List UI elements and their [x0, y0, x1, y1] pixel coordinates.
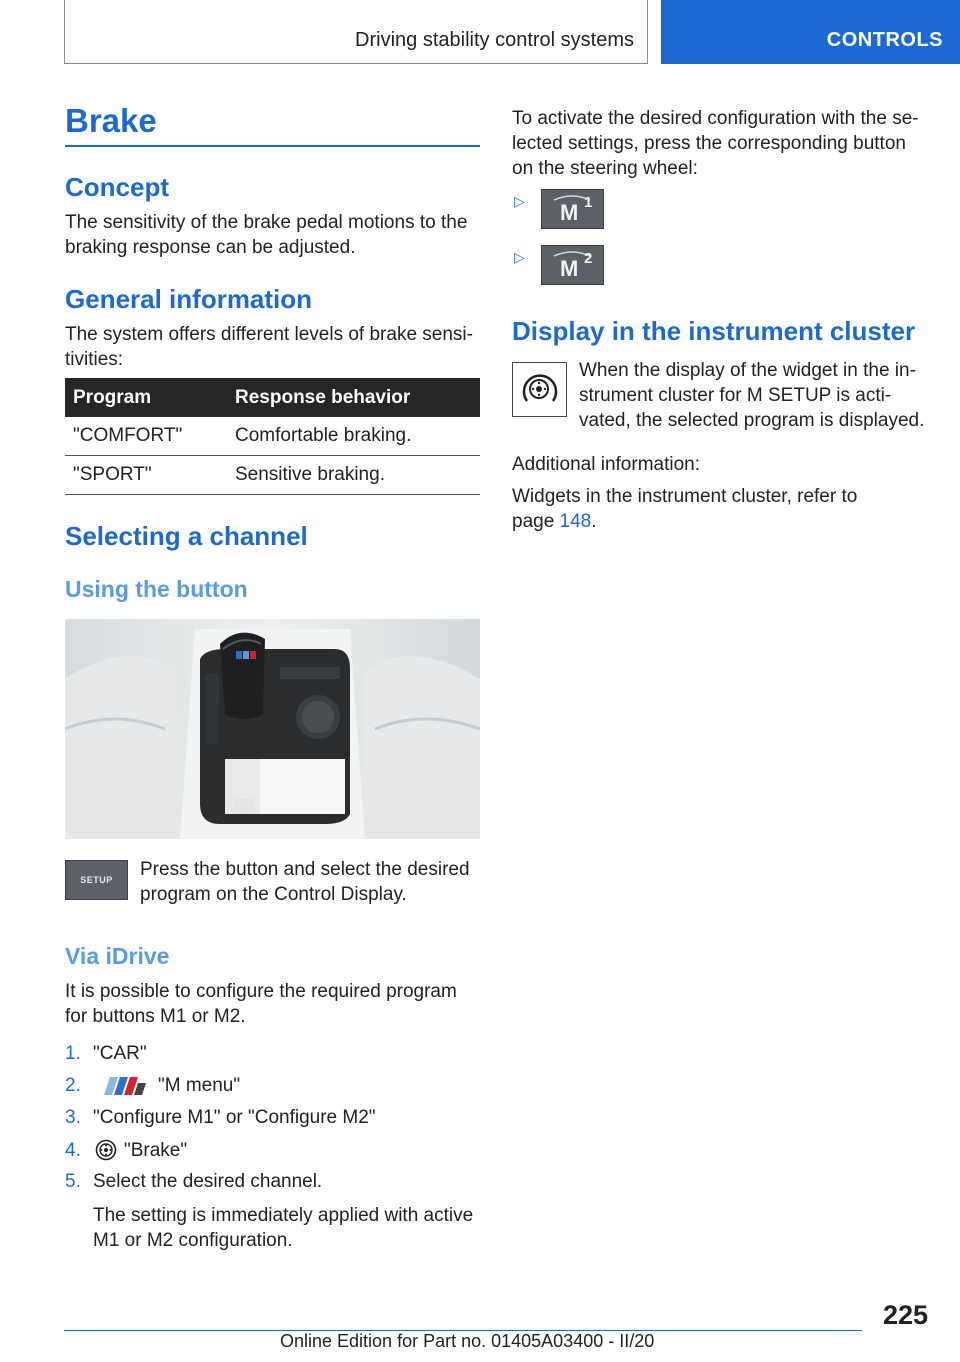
setup-button-icon: SETUP — [65, 860, 128, 900]
press-button-text-line2: program on the Control Display. — [140, 884, 407, 905]
step-text: "Brake" — [124, 1140, 188, 1161]
table-cell: "SPORT" — [65, 456, 227, 495]
footer-edition: Online Edition for Part no. 01405A03400 - II/20 — [280, 1331, 655, 1351]
m1-number: 1 — [584, 194, 593, 211]
display-text-line2: strument cluster for M SETUP is acti- — [579, 385, 892, 406]
activate-text-line1: To activate the desired configuration with the se- — [512, 108, 919, 129]
step-number: 5. — [65, 1171, 81, 1192]
step-number: 3. — [65, 1107, 81, 1128]
table-cell: Sensitive braking. — [227, 456, 480, 495]
idrive-text-line2: for buttons M1 or M2. — [65, 1006, 246, 1027]
header-section-title: Driving stability control systems — [355, 29, 634, 51]
table-cell: Comfortable braking. — [227, 417, 480, 456]
brake-widget-icon — [512, 362, 567, 417]
widgets-text-line2 — [512, 509, 597, 534]
page-title: Brake — [65, 102, 157, 139]
brake-disc-icon — [94, 1138, 118, 1167]
table-header-row — [65, 378, 480, 417]
step-text: "M menu" — [158, 1075, 241, 1096]
table-header-response: Response behavior — [227, 378, 480, 417]
m2-label: M — [560, 256, 579, 281]
press-button-text-line1: Press the button and select the desired — [140, 859, 470, 880]
bullet-triangle: ▷ — [514, 193, 525, 209]
m2-number: 2 — [584, 250, 593, 267]
display-cluster-heading: Display in the instrument cluster — [512, 316, 916, 346]
step-number: 2. — [65, 1075, 81, 1096]
step5-note-line2: M1 or M2 configuration. — [93, 1230, 293, 1251]
using-button-subheading: Using the button — [65, 576, 248, 602]
table-header-program: Program — [65, 378, 227, 417]
selecting-channel-heading: Selecting a channel — [65, 521, 308, 551]
display-text-line1: When the display of the widget in the in- — [579, 360, 916, 381]
m2-button-icon — [541, 245, 604, 285]
header-tab-label: CONTROLS — [826, 29, 943, 51]
concept-heading: Concept — [65, 172, 169, 202]
bullet-triangle: ▷ — [514, 249, 525, 265]
widgets-suffix: . — [591, 511, 597, 532]
concept-text-line2: braking response can be adjusted. — [65, 237, 356, 258]
step-text: "CAR" — [93, 1043, 147, 1064]
step5-note-line1: The setting is immediately applied with active — [93, 1205, 474, 1226]
via-idrive-subheading: Via iDrive — [65, 943, 170, 969]
widgets-page-prefix: page — [512, 511, 560, 532]
activate-text-line3: on the steering wheel: — [512, 158, 698, 179]
general-info-text-line2: tivities: — [65, 349, 124, 370]
activate-text-line2: lected settings, press the corresponding button — [512, 133, 906, 154]
center-console-photo — [65, 619, 480, 839]
concept-text-line1: The sensitivity of the brake pedal motions to the — [65, 212, 468, 233]
step-number: 4. — [65, 1140, 81, 1161]
m1-label: M — [560, 200, 579, 225]
m1-button-icon — [541, 189, 604, 229]
title-rule — [65, 145, 480, 147]
idrive-text-line1: It is possible to configure the required program — [65, 981, 457, 1002]
step-text: Select the desired channel. — [93, 1171, 323, 1192]
display-text-line3: vated, the selected program is displayed. — [579, 410, 925, 431]
table-cell: "COMFORT" — [65, 417, 227, 456]
widgets-text-line1: Widgets in the instrument cluster, refer to — [512, 486, 858, 507]
table-row — [65, 456, 480, 495]
page-link[interactable]: 148 — [559, 511, 592, 532]
m-stripes-icon — [100, 1077, 148, 1100]
step-text: "Configure M1" or "Configure M2" — [93, 1107, 376, 1128]
additional-info-label: Additional information: — [512, 454, 700, 475]
general-info-heading: General information — [65, 284, 313, 314]
table-row — [65, 417, 480, 456]
general-info-text-line1: The system offers different levels of brake sensi- — [65, 324, 473, 345]
program-table — [65, 378, 480, 495]
step-number: 1. — [65, 1043, 81, 1064]
page-number: 225 — [882, 1300, 928, 1330]
